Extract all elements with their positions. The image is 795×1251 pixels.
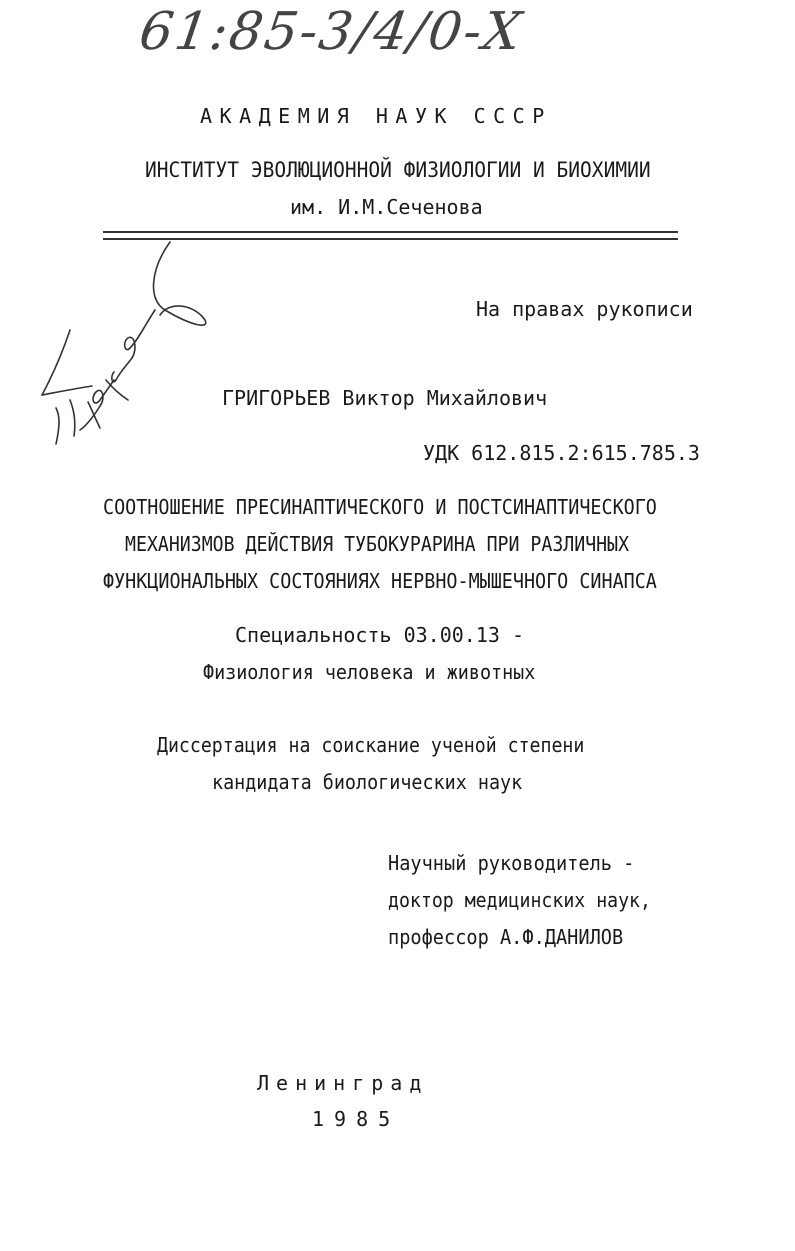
handwritten-signature (30, 230, 250, 470)
supervisor-name: профессор А.Ф.ДАНИЛОВ (388, 925, 624, 949)
dissertation-degree: кандидата биологических наук (212, 770, 523, 794)
specialty-name: Физиология человека и животных (203, 660, 536, 684)
title-line: ФУНКЦИОНАЛЬНЫХ СОСТОЯНИЯХ НЕРВНО-МЫШЕЧНОГО СИНАПСА (103, 569, 657, 593)
institute-name: ИНСТИТУТ ЭВОЛЮЦИОННОЙ ФИЗИОЛОГИИ И БИОХИМИИ (145, 158, 651, 182)
city: Ленинград (257, 1071, 429, 1095)
specialty-code: Специальность 03.00.13 - (235, 623, 524, 647)
supervisor-label: Научный руководитель - (388, 851, 635, 875)
academy-name: АКАДЕМИЯ НАУК СССР (200, 104, 552, 128)
dissertation-purpose: Диссертация на соискание ученой степени (157, 733, 585, 757)
title-line: СООТНОШЕНИЕ ПРЕСИНАПТИЧЕСКОГО И ПОСТСИНАПТИЧЕСКОГО (103, 495, 657, 519)
manuscript-rights-note: На правах рукописи (476, 297, 693, 321)
handwritten-catalog-number: 61:85-3/4/0-Х (135, 2, 527, 62)
year: 1985 (312, 1107, 401, 1131)
author-name: ГРИГОРЬЕВ Виктор Михайлович (222, 386, 548, 410)
institute-named-after: им. И.М.Сеченова (290, 195, 483, 219)
title-line: МЕХАНИЗМОВ ДЕЙСТВИЯ ТУБОКУРАРИНА ПРИ РАЗЛИЧНЫХ (125, 532, 630, 556)
udk-code: УДК 612.815.2:615.785.3 (423, 441, 700, 465)
supervisor-degree: доктор медицинских наук, (388, 888, 651, 912)
